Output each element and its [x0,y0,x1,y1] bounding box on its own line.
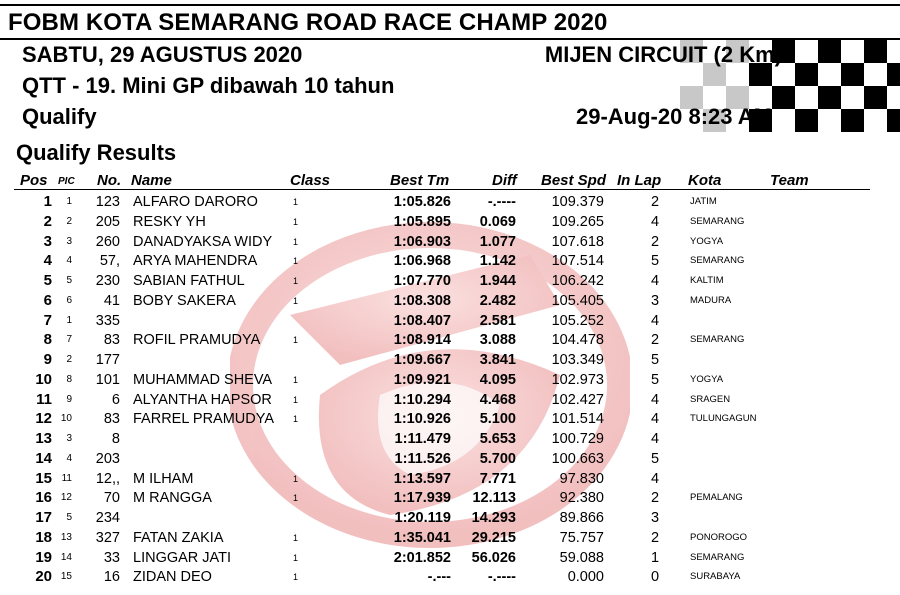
cell-no: 234 [95,510,120,526]
cell-pic: 12 [60,492,72,504]
cell-pic: 13 [60,531,72,543]
cell-name: FATAN ZAKIA [133,529,224,546]
col-header-pic: PIC [58,176,75,187]
cell-kota: JATIM [690,196,717,207]
cell-pic: 14 [60,551,72,563]
cell-no: 41 [103,292,120,309]
cell-no: 57, [99,253,120,270]
cell-name: ZIDAN DEO [133,569,212,586]
cell-best: 1:13.597 [393,470,451,487]
cell-pos: 1 [43,193,52,210]
cell-cls: 1 [293,197,299,207]
cell-kota: SRAGEN [690,393,731,405]
cell-best: 1:08.914 [393,332,451,349]
cell-spd: 104.478 [551,332,604,349]
cell-best: 1:08.308 [393,292,451,309]
cell-no: 203 [95,450,120,467]
cell-no: 70 [103,490,120,507]
cell-pic: 15 [60,571,72,583]
cell-spd: 102.973 [551,371,604,388]
table-row [0,528,900,548]
cell-kota: SEMARANG [690,551,745,563]
cell-diff: 3.841 [479,352,516,368]
cell-pic: 8 [66,373,72,385]
cell-pic: 6 [66,294,72,306]
cell-name: SABIAN FATHUL [133,273,245,289]
table-row [0,291,900,311]
col-header-no: No. [97,172,122,189]
cell-cls: 1 [293,335,299,346]
table-row [0,192,900,212]
cell-name: ALFARO DARORO [133,194,258,210]
cell-spd: 89.866 [559,510,604,526]
cell-pos: 17 [35,509,52,526]
cell-name: RESKY YH [133,213,206,230]
cell-diff: 5.653 [479,431,516,447]
cell-no: 83 [103,332,120,349]
table-row [0,350,900,370]
col-header-class: Class [290,172,331,189]
cell-spd: 105.405 [551,292,604,309]
cell-cls: 1 [293,236,299,247]
cell-no: 260 [95,233,120,250]
cell-lap: 5 [650,371,660,388]
cell-cls: 1 [293,256,299,267]
cell-spd: 59.088 [559,549,604,566]
cell-pic: 1 [66,196,72,207]
cell-cls: 1 [293,493,299,504]
cell-name: ROFIL PRAMUDYA [133,332,261,349]
session-type: Qualify [22,104,97,129]
cell-pos: 10 [35,370,52,388]
cell-pic: 4 [66,255,72,267]
cell-no: 16 [103,569,120,586]
cell-name: FARREL PRAMUDYA [133,411,274,428]
cell-pic: 2 [66,354,72,365]
cell-name: ARYA MAHENDRA [133,253,258,270]
cell-name: M ILHAM [133,470,194,487]
col-header-lap: In Lap [617,172,662,189]
cell-best: 1:09.921 [393,371,451,388]
cell-spd: 109.265 [551,213,604,230]
cell-pos: 15 [35,469,52,487]
cell-lap: 4 [650,312,660,329]
table-row [0,449,900,469]
cell-diff: 14.293 [471,510,516,526]
cell-pos: 16 [35,489,52,507]
cell-best: 1:20.119 [394,510,451,526]
cell-lap: 2 [650,233,660,250]
cell-diff: 2.581 [479,312,516,329]
cell-best: 1:06.968 [393,253,451,270]
cell-pic: 11 [61,472,72,484]
cell-lap: 4 [650,411,660,428]
col-header-pos: Pos [20,172,48,189]
cell-pos: 8 [43,331,52,349]
cell-lap: 4 [650,213,660,230]
cell-diff: 29.215 [471,529,516,546]
table-row [0,429,900,449]
cell-lap: 4 [650,470,660,487]
cell-kota: KALTIM [690,275,724,286]
cell-spd: 102.427 [551,391,604,408]
table-row [0,390,900,410]
cell-kota: SEMARANG [690,334,745,346]
cell-pic: 9 [66,393,72,405]
cell-no: 327 [95,529,120,546]
cell-cls: 1 [293,552,299,563]
cell-best: 1:05.895 [393,213,451,230]
header-underline [14,189,870,190]
cell-pic: 4 [66,452,72,464]
cell-diff: 7.771 [479,470,516,487]
cell-pic: 3 [66,433,72,444]
cell-diff: 2.482 [479,292,516,309]
table-row [0,271,900,291]
cell-pos: 4 [43,252,52,270]
cell-cls: 1 [293,414,299,425]
table-row [0,409,900,429]
cell-pic: 5 [66,275,72,286]
cell-kota: YOGYA [690,235,724,247]
cell-lap: 0 [650,569,660,586]
cell-spd: 109.379 [551,194,604,210]
cell-best: 1:05.826 [393,194,451,210]
cell-no: 205 [95,213,120,230]
circuit-name: MIJEN CIRCUIT (2 Km) [544,42,782,67]
cell-spd: 107.618 [551,233,604,250]
cell-lap: 3 [650,292,660,309]
cell-spd: 75.757 [559,529,604,546]
cell-best: 1:11.479 [394,431,451,447]
print-datetime: 29-Aug-20 8:23 AM [576,104,773,129]
cell-diff: 1.142 [479,253,516,270]
cell-diff: 12.113 [472,490,516,507]
cell-kota: MADURA [690,294,732,306]
table-row [0,251,900,271]
cell-pic: 1 [66,314,72,326]
cell-pos: 13 [35,430,52,447]
cell-kota: SURABAYA [690,571,741,583]
cell-lap: 2 [650,332,660,349]
col-header-spd: Best Spd [541,172,607,189]
cell-diff: -.---- [487,194,516,210]
cell-spd: 103.349 [551,352,604,368]
cell-cls: 1 [293,374,299,385]
cell-kota: PONOROGO [690,531,748,543]
cell-name: LINGGAR JATI [133,549,232,566]
cell-pos: 14 [35,449,52,467]
cell-pos: 18 [35,528,52,546]
event-title: FOBM KOTA SEMARANG ROAD RACE CHAMP 2020 [8,9,608,36]
cell-best: 1:09.667 [393,352,451,368]
cell-best: 1:35.041 [393,529,451,546]
cell-best: 1:06.903 [393,233,451,250]
cell-pic: 2 [66,215,72,227]
cell-no: 83 [103,411,120,428]
cell-diff: 0.069 [479,213,516,230]
cell-diff: -.---- [487,569,516,586]
cell-pic: 10 [60,413,72,425]
cell-cls: 1 [293,572,299,583]
session-name: QTT - 19. Mini GP dibawah 10 tahun [22,73,395,98]
cell-spd: 100.663 [551,450,604,467]
cell-pic: 3 [66,235,72,247]
cell-spd: 100.729 [551,431,604,447]
col-header-team: Team [770,172,809,189]
cell-lap: 4 [650,273,660,289]
cell-pos: 19 [35,548,52,566]
cell-no: 177 [95,352,120,368]
cell-cls: 1 [293,216,299,227]
cell-pos: 6 [43,291,52,309]
table-row [0,548,900,568]
cell-best: -.--- [427,569,451,586]
cell-name: MUHAMMAD SHEVA [133,371,273,388]
cell-no: 123 [95,194,120,210]
cell-lap: 5 [650,352,660,368]
cell-name: DANADYAKSA WIDY [133,233,273,250]
cell-diff: 1.944 [479,273,516,289]
cell-spd: 106.242 [551,273,604,289]
cell-pic: 7 [66,334,72,346]
cell-cls: 1 [293,295,299,306]
cell-no: 335 [95,312,120,329]
cell-spd: 105.252 [551,312,604,329]
cell-diff: 4.095 [479,371,516,388]
cell-diff: 3.088 [479,332,516,349]
cell-diff: 56.026 [471,549,516,566]
cell-no: 230 [95,273,120,289]
cell-best: 1:08.407 [393,312,451,329]
cell-spd: 107.514 [551,253,604,270]
cell-pos: 2 [43,212,52,230]
cell-best: 1:10.926 [393,411,451,428]
cell-lap: 4 [650,431,660,447]
cell-spd: 0.000 [567,569,604,586]
cell-kota: TULUNGAGUN [690,413,757,425]
cell-pos: 5 [43,272,52,289]
cell-kota: PEMALANG [690,492,743,504]
table-row [0,567,900,587]
cell-diff: 5.700 [479,450,516,467]
cell-pos: 3 [43,232,52,250]
cell-pos: 12 [35,410,52,428]
table-row [0,469,900,489]
cell-lap: 4 [650,391,660,408]
cell-lap: 5 [650,450,660,467]
table-row [0,370,900,390]
cell-cls: 1 [293,473,299,484]
cell-cls: 1 [293,276,299,286]
cell-name: ALYANTHA HAPSOR [133,391,272,408]
cell-kota: YOGYA [690,373,724,385]
cell-pos: 11 [36,390,52,408]
cell-lap: 1 [650,549,660,566]
cell-kota: SEMARANG [690,255,745,267]
col-header-kota: Kota [688,172,722,189]
cell-lap: 2 [650,490,660,507]
cell-lap: 5 [650,253,660,270]
table-row [0,212,900,232]
cell-no: 6 [111,391,120,408]
cell-cls: 1 [293,394,299,405]
cell-spd: 92.380 [559,490,604,507]
cell-diff: 1.077 [479,233,516,250]
cell-best: 1:10.294 [393,391,451,408]
cell-name: M RANGGA [133,490,212,507]
event-date: SABTU, 29 AGUSTUS 2020 [22,42,303,67]
cell-spd: 97.830 [559,470,604,487]
cell-best: 1:07.770 [393,273,451,289]
col-header-name: Name [131,172,172,189]
cell-kota: SEMARANG [690,215,745,227]
cell-pos: 9 [43,351,52,368]
cell-no: 33 [103,549,120,566]
col-header-diff: Diff [492,172,517,189]
cell-no: 8 [111,431,120,447]
table-row [0,508,900,528]
col-header-best: Best Tm [390,172,450,189]
cell-pos: 7 [43,311,52,329]
cell-pic: 5 [66,512,72,523]
cell-spd: 101.514 [551,411,604,428]
cell-no: 101 [95,371,120,388]
header-rule-top [0,4,900,6]
cell-lap: 3 [650,510,660,526]
cell-best: 2:01.852 [393,549,451,566]
table-row [0,311,900,331]
cell-lap: 2 [650,194,660,210]
cell-best: 1:17.939 [393,490,451,507]
results-title: Qualify Results [16,140,177,165]
cell-pos: 20 [35,568,52,586]
table-row [0,330,900,350]
cell-cls: 1 [293,532,299,543]
cell-diff: 4.468 [479,391,516,408]
cell-diff: 5.100 [479,411,516,428]
cell-name: BOBY SAKERA [133,292,236,309]
table-row [0,232,900,252]
table-row [0,488,900,508]
cell-lap: 2 [650,529,660,546]
cell-no: 12,, [95,470,120,487]
cell-best: 1:11.526 [394,450,451,467]
